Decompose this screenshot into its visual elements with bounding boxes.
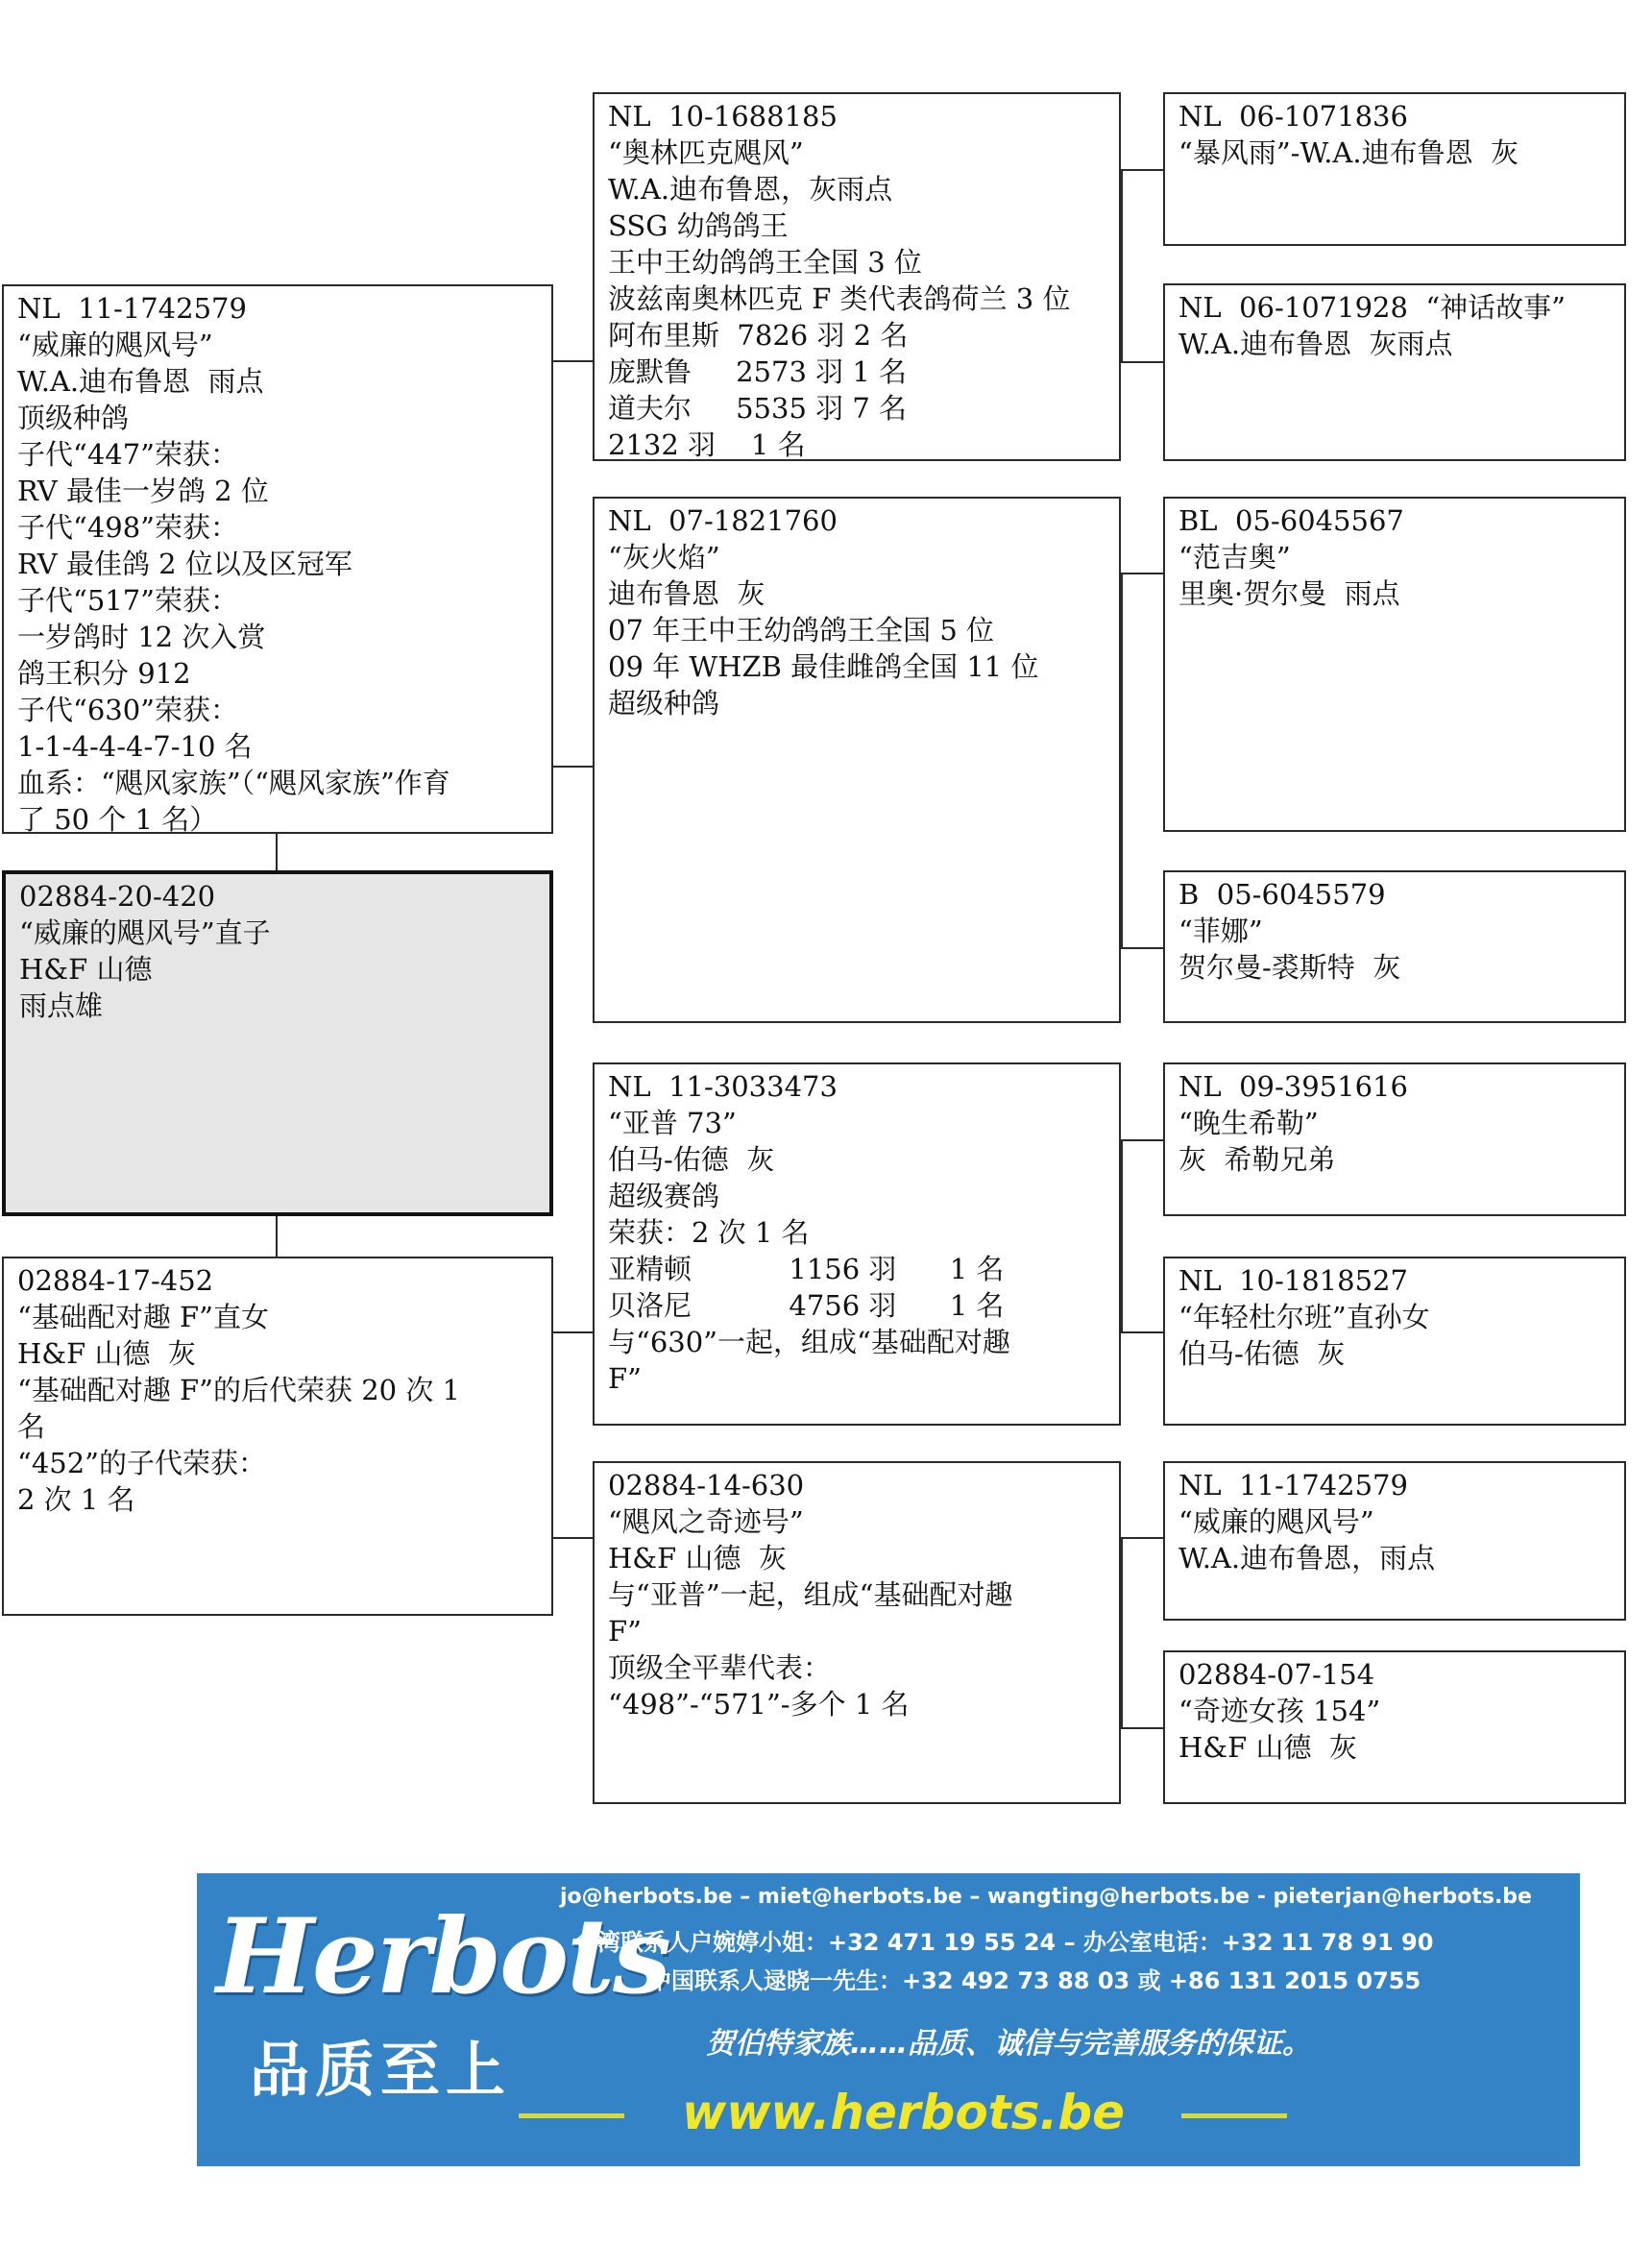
pedigree-line: BL 05-6045567	[1178, 504, 1404, 537]
pedigree-line: 与“630”一起，组成“基础配对趣	[608, 1326, 1010, 1358]
pedigree-line: 02884-17-452	[17, 1264, 214, 1297]
pedigree-line: “范吉奥”	[1178, 541, 1291, 574]
pedigree-line: 伯马-佑德 灰	[1178, 1337, 1346, 1370]
pedigree-line: NL 11-3033473	[608, 1070, 838, 1103]
subject-box	[2, 870, 553, 1216]
pedigree-line: 07 年王中王幼鸽鸽王全国 5 位	[608, 614, 995, 647]
connector-sire-gen2	[553, 360, 593, 362]
pedigree-line: W.A.迪布鲁恩 雨点	[17, 365, 264, 398]
pedigree-line: W.A.迪布鲁恩，灰雨点	[608, 173, 893, 206]
email-contacts: jo@herbots.be – miet@herbots.be – wangting@herbots.be - pieterjan@herbots.be	[560, 1885, 1532, 1909]
connector-sd-gen3-v	[1121, 573, 1123, 947]
pedigree-line: NL 11-1742579	[17, 292, 247, 325]
pedigree-line: 道夫尔 5535 羽 7 名	[608, 392, 907, 425]
connector-subject-dam	[276, 1216, 278, 1257]
pedigree-line: 子代“498”荣获：	[17, 511, 239, 544]
pedigree-line: 亚精顿 1156 羽 1 名	[608, 1253, 1005, 1285]
connector-dd-gen3-h	[1121, 1537, 1163, 1539]
pedigree-line: W.A.迪布鲁恩 灰雨点	[1178, 328, 1453, 360]
tagline: 贺伯特家族……品质、诚信与完善服务的保证。	[706, 2027, 1311, 2061]
connector-dd-gen3-h2	[1121, 1727, 1163, 1729]
pedigree-line: 阿布里斯 7826 羽 2 名	[608, 319, 909, 352]
pedigree-line: NL 09-3951616	[1178, 1070, 1408, 1103]
sire-box	[2, 284, 553, 834]
pedigree-line: 一岁鸽时 12 次入赏	[17, 621, 266, 653]
connector-dam-gen2	[553, 1331, 593, 1333]
connector-sire-subject	[276, 834, 278, 870]
pedigree-line: 02884-07-154	[1178, 1658, 1375, 1691]
pedigree-line: “452”的子代荣获：	[17, 1447, 267, 1479]
herbots-banner	[197, 1873, 1580, 2166]
pedigree-line: 超级种鸽	[608, 687, 720, 720]
connector-ss-gen3-h2	[1121, 361, 1163, 363]
connector-ds-gen3-h2	[1121, 1331, 1163, 1333]
pedigree-line: 09 年 WHZB 最佳雌鸽全国 11 位	[608, 650, 1039, 683]
pedigree-line: NL 07-1821760	[608, 504, 838, 537]
pedigree-line: “威廉的飓风号”直子	[19, 916, 271, 949]
pedigree-line: 02884-20-420	[19, 880, 216, 913]
pedigree-line: “菲娜”	[1178, 915, 1263, 947]
pedigree-line: H&F 山德 灰	[1178, 1731, 1357, 1764]
pedigree-line: W.A.迪布鲁恩，雨点	[1178, 1542, 1436, 1575]
left-rule	[519, 2113, 624, 2118]
pedigree-line: 波兹南奥林匹克 F 类代表鸽荷兰 3 位	[608, 282, 1071, 315]
pedigree-line: “飓风之奇迹号”	[608, 1505, 804, 1538]
pedigree-line: 里奥·贺尔曼 雨点	[1178, 577, 1400, 610]
pedigree-line: RV 最佳一岁鸽 2 位	[17, 475, 269, 507]
pedigree-line: “498”-“571”-多个 1 名	[608, 1688, 910, 1721]
sire-dam-dam-box	[1163, 870, 1626, 1023]
pedigree-line: “奇迹女孩 154”	[1178, 1695, 1381, 1727]
pedigree-line: F”	[608, 1615, 642, 1648]
dam-dam-box	[593, 1461, 1121, 1804]
dam-sire-dam-box	[1163, 1257, 1626, 1426]
slogan: 品质至上	[250, 2035, 512, 2105]
connector-ss-gen3-h	[1121, 169, 1163, 171]
pedigree-line: “亚普 73”	[608, 1107, 737, 1139]
pedigree-line: NL 11-1742579	[1178, 1469, 1408, 1501]
pedigree-line: 名	[17, 1410, 46, 1443]
pedigree-line: “威廉的飓风号”	[1178, 1505, 1374, 1538]
connector-dam-gen2b	[553, 1537, 593, 1539]
china-contact: 中国联系人逯晓一先生：+32 492 73 88 03 或 +86 131 2015 0755	[648, 1967, 1421, 1994]
pedigree-line: NL 06-1071928 “神话故事”	[1178, 291, 1567, 324]
pedigree-line: 迪布鲁恩 灰	[608, 577, 765, 610]
pedigree-line: 子代“447”荣获：	[17, 438, 239, 471]
herbots-logo: Herbots	[216, 1896, 669, 2017]
connector-sd-gen3-h	[1121, 573, 1163, 574]
pedigree-line: 与“亚普”一起，组成“基础配对趣	[608, 1578, 1013, 1611]
pedigree-line: 顶级种鸽	[17, 402, 130, 434]
pedigree-line: SSG 幼鸽鸽王	[608, 209, 789, 242]
pedigree-line: “威廉的飓风号”	[17, 329, 213, 361]
pedigree-line: RV 最佳鸽 2 位以及区冠军	[17, 548, 352, 580]
pedigree-line: 荣获：2 次 1 名	[608, 1216, 810, 1249]
pedigree-line: 伯马-佑德 灰	[608, 1143, 775, 1176]
connector-sd-gen3-h2	[1121, 947, 1163, 949]
pedigree-line: 庞默鲁 2573 羽 1 名	[608, 355, 907, 388]
connector-dd-gen3-v	[1121, 1537, 1123, 1727]
connector-sire-gen2b	[553, 766, 593, 768]
pedigree-line: 王中王幼鸽鸽王全国 3 位	[608, 246, 922, 279]
pedigree-line: 2 次 1 名	[17, 1483, 135, 1516]
dam-sire-sire-box	[1163, 1062, 1626, 1216]
sire-sire-box	[593, 92, 1121, 461]
pedigree-line: 鸽王积分 912	[17, 657, 191, 690]
pedigree-line: “基础配对趣 F”直女	[17, 1301, 269, 1333]
pedigree-line: F”	[608, 1362, 642, 1395]
dam-dam-dam-box	[1163, 1650, 1626, 1804]
right-rule	[1181, 2113, 1287, 2118]
pedigree-line: 1-1-4-4-4-7-10 名	[17, 730, 253, 763]
sire-sire-sire-box	[1163, 92, 1626, 246]
pedigree-line: 子代“630”荣获：	[17, 694, 239, 726]
connector-ss-gen3-v	[1121, 169, 1123, 361]
pedigree-line: 顶级全平辈代表：	[608, 1651, 832, 1684]
pedigree-line: “暴风雨”-W.A.迪布鲁恩 灰	[1178, 136, 1519, 169]
pedigree-line: 贺尔曼-裘斯特 灰	[1178, 951, 1401, 984]
dam-box	[2, 1257, 553, 1616]
pedigree-line: 02884-14-630	[608, 1469, 805, 1501]
pedigree-line: 血系：“飓风家族”（“飓风家族”作育	[17, 767, 450, 799]
dam-dam-sire-box	[1163, 1461, 1626, 1621]
pedigree-line: 灰 希勒兄弟	[1178, 1143, 1336, 1176]
website-url: www.herbots.be	[682, 2085, 1126, 2140]
pedigree-line: NL 10-1688185	[608, 100, 838, 133]
pedigree-line: H&F 山德 灰	[17, 1337, 196, 1370]
pedigree-line: 子代“517”荣获：	[17, 584, 239, 617]
pedigree-line: “晚生希勒”	[1178, 1107, 1319, 1139]
sire-dam-box	[593, 497, 1121, 1023]
connector-ds-gen3-h	[1121, 1139, 1163, 1141]
pedigree-line: 贝洛尼 4756 羽 1 名	[608, 1289, 1005, 1322]
pedigree-line: B 05-6045579	[1178, 878, 1386, 911]
dam-sire-box	[593, 1062, 1121, 1426]
pedigree-line: “灰火焰”	[608, 541, 720, 574]
sire-sire-dam-box	[1163, 283, 1626, 461]
pedigree-line: “基础配对趣 F”的后代荣获 20 次 1	[17, 1374, 460, 1406]
pedigree-line: “年轻杜尔班”直孙女	[1178, 1301, 1430, 1333]
taiwan-contact: 台湾联系人户婉婷小姐：+32 471 19 55 24 – 办公室电话：+32 11 78 91 90	[574, 1929, 1434, 1956]
pedigree-line: H&F 山德 灰	[608, 1542, 787, 1575]
pedigree-line: 了 50 个 1 名）	[17, 803, 218, 834]
sire-dam-sire-box	[1163, 497, 1626, 832]
pedigree-line: 超级赛鸽	[608, 1180, 720, 1212]
pedigree-line: 2132 羽 1 名	[608, 428, 806, 461]
pedigree-line: NL 06-1071836	[1178, 100, 1408, 133]
pedigree-line: NL 10-1818527	[1178, 1264, 1408, 1297]
pedigree-line: 雨点雄	[19, 989, 104, 1022]
pedigree-line: H&F 山德	[19, 953, 153, 986]
pedigree-line: “奥林匹克飓风”	[608, 136, 804, 169]
connector-ds-gen3-v	[1121, 1139, 1123, 1331]
